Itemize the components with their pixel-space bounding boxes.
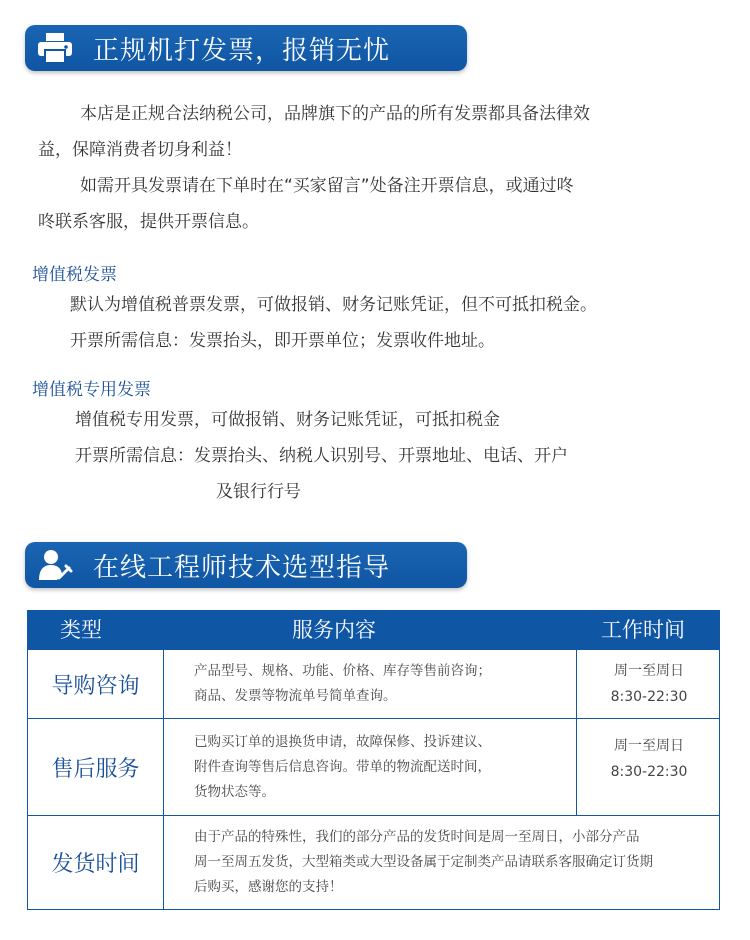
vat-normal-line-2: 开票所需信息：发票抬头，即开票单位；发票收件地址。	[70, 331, 495, 351]
banner-title: 在线工程师技术选型指导	[93, 552, 391, 583]
printer-icon	[35, 31, 75, 65]
row-content	[194, 816, 653, 909]
table-row	[28, 815, 719, 909]
header-type: 类型	[60, 618, 102, 642]
banner-title: 正规机打发票，报销无忧	[93, 35, 391, 66]
engineer-icon	[35, 548, 75, 582]
vat-special-line-1: 增值税专用发票，可做报销、财务记账凭证，可抵扣税金	[75, 410, 500, 430]
vat-special-line-2: 开票所需信息：发票抬头、纳税人识别号、开票地址、电话、开户	[75, 446, 568, 466]
service-table	[27, 610, 720, 910]
content-line: 周一至周五发货，大型箱类或大型设备属于定制类产品请联系客服确定订货期	[194, 854, 653, 870]
row-content	[194, 719, 491, 815]
row-category: 售后服务	[28, 719, 164, 815]
time-days: 周一至周日	[614, 663, 684, 679]
row-content	[194, 650, 491, 718]
intro-line-2: 益，保障消费者切身利益！	[38, 140, 242, 160]
time-hours: 8:30-22:30	[610, 764, 688, 780]
content-line: 附件查询等售后信息咨询。带单的物流配送时间，	[194, 758, 491, 775]
content-line: 产品型号、规格、功能、价格、库存等售前咨询；	[194, 663, 491, 679]
content-line: 货物状态等。	[194, 783, 275, 800]
table-row	[28, 649, 719, 718]
vat-special-title: 增值税专用发票	[32, 380, 151, 400]
header-content: 服务内容	[292, 618, 376, 642]
table-header	[28, 611, 719, 649]
row-time	[576, 719, 721, 815]
content-line: 后购买，感谢您的支持！	[194, 879, 343, 895]
header-time: 工作时间	[601, 618, 685, 642]
invoice-banner	[25, 25, 467, 71]
row-time	[576, 650, 721, 718]
table-row	[28, 718, 719, 815]
content-line: 商品、发票等物流单号简单查询。	[194, 688, 397, 704]
intro-line-1: 本店是正规合法纳税公司，品牌旗下的产品的所有发票都具备法律效	[80, 104, 590, 124]
row-category: 导购咨询	[28, 650, 164, 718]
content-line: 由于产品的特殊性，我们的部分产品的发货时间是周一至周日，小部分产品	[194, 829, 640, 845]
time-hours: 8:30-22:30	[610, 689, 688, 705]
content-line: 已购买订单的退换货申请，故障保修、投诉建议、	[194, 733, 491, 750]
intro-line-4: 咚联系客服，提供开票信息。	[38, 212, 259, 232]
engineer-banner	[25, 542, 467, 588]
time-days: 周一至周日	[614, 738, 684, 754]
intro-line-3: 如需开具发票请在下单时在“买家留言”处备注开票信息，或通过咚	[80, 176, 574, 196]
row-category: 发货时间	[28, 816, 164, 909]
vat-normal-title: 增值税发票	[32, 265, 117, 285]
vat-special-line-3: 及银行行号	[216, 482, 301, 502]
vat-normal-line-1: 默认为增值税普票发票，可做报销、财务记账凭证，但不可抵扣税金。	[70, 295, 597, 315]
